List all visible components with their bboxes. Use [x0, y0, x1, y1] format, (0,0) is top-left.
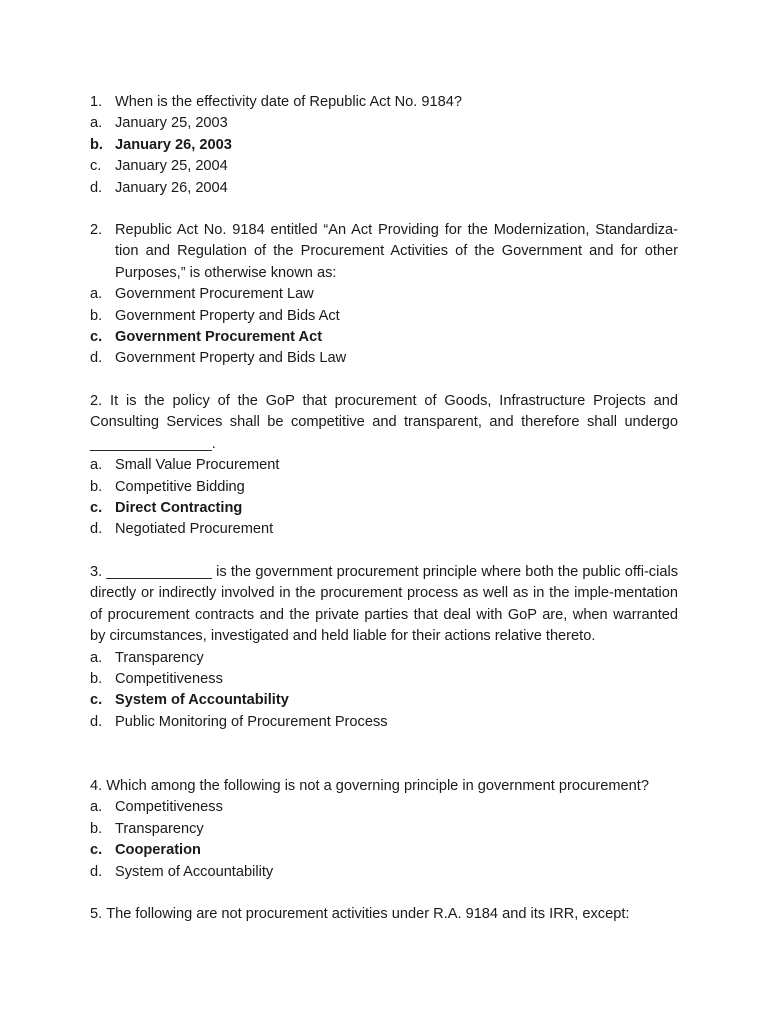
option-c	[90, 156, 678, 177]
question-stem	[90, 391, 678, 455]
option-text: Competitive Bidding	[115, 478, 245, 495]
option-text: Small Value Procurement	[115, 457, 280, 474]
option-text: January 25, 2003	[115, 115, 228, 132]
option-letter: a.	[90, 649, 103, 666]
question-2b	[90, 391, 678, 541]
option-text: Direct Contracting	[115, 500, 243, 517]
option-letter: c.	[90, 329, 103, 346]
option-b-correct-answer	[90, 135, 678, 156]
option-letter: b.	[90, 671, 103, 688]
question-number: 5.	[90, 906, 103, 922]
option-letter: c.	[90, 158, 102, 175]
option-text: Transparency	[115, 820, 204, 837]
option-a	[90, 284, 678, 305]
question-number: 2.	[90, 222, 103, 238]
question-text: When is the effectivity date of Republic Act No. 9184?	[115, 94, 462, 110]
question-5	[90, 904, 678, 925]
question-number: 3.	[90, 564, 103, 580]
option-text: Government Procurement Law	[115, 286, 314, 303]
option-b	[90, 669, 678, 690]
option-d	[90, 519, 678, 540]
option-letter: c.	[90, 692, 103, 709]
question-text: The following are not procurement activities under R.A. 9184 and its IRR, except:	[106, 906, 630, 922]
option-b	[90, 819, 678, 840]
question-3	[90, 562, 678, 733]
option-letter: c.	[90, 500, 103, 517]
option-letter: a.	[90, 286, 103, 303]
option-letter: d.	[90, 863, 103, 880]
question-4	[90, 776, 678, 883]
question-number: 1.	[90, 94, 103, 110]
option-a	[90, 113, 678, 134]
option-text: Government Property and Bids Act	[115, 307, 340, 324]
option-letter: a.	[90, 457, 103, 474]
option-text: Government Property and Bids Law	[115, 350, 347, 367]
option-text: Public Monitoring of Procurement Process	[115, 713, 388, 730]
option-letter: d.	[90, 713, 103, 730]
option-text: Government Procurement Act	[115, 329, 323, 346]
option-text: Cooperation	[115, 842, 201, 859]
question-number: 2.	[90, 393, 103, 409]
option-c-correct-answer	[90, 498, 678, 519]
option-text: January 25, 2004	[115, 158, 228, 175]
question-1	[90, 92, 678, 199]
option-text: Competitiveness	[115, 799, 223, 816]
question-text: Republic Act No. 9184 entitled “An Act Providing for the Modernization, Standardiza-tion and Regulation of the Procurement Activities of the Government and for other Purposes,” is otherwise known as:	[115, 222, 678, 281]
option-letter: d.	[90, 521, 103, 538]
option-b	[90, 477, 678, 498]
option-d	[90, 178, 678, 199]
option-d	[90, 712, 678, 733]
option-letter: b.	[90, 136, 103, 153]
option-letter: a.	[90, 799, 103, 816]
option-letter: b.	[90, 478, 103, 495]
option-c-correct-answer	[90, 840, 678, 861]
option-d	[90, 862, 678, 883]
option-letter: c.	[90, 842, 103, 859]
option-a	[90, 648, 678, 669]
question-stem	[90, 220, 678, 284]
option-c-correct-answer	[90, 327, 678, 348]
option-text: January 26, 2003	[115, 136, 232, 153]
question-text: It is the policy of the GoP that procurement of Goods, Infrastructure Projects and Consulting Services shall be competitive and transparent, and therefore shall undergo _______________.	[90, 393, 678, 452]
option-text: Negotiated Procurement	[115, 521, 274, 538]
option-letter: a.	[90, 115, 103, 132]
option-a	[90, 797, 678, 818]
option-text: System of Accountability	[115, 692, 289, 709]
option-c-correct-answer	[90, 690, 678, 711]
option-d	[90, 348, 678, 369]
question-stem	[90, 904, 678, 925]
option-letter: b.	[90, 307, 103, 324]
question-number: 4.	[90, 778, 103, 794]
question-text: Which among the following is not a governing principle in government procurement?	[106, 778, 649, 794]
option-text: System of Accountability	[115, 863, 274, 880]
question-text: _____________ is the government procurement principle where both the public offi-cials directly or indirectly involved in the procurement process as well as in the imple-mentation of procurement contracts and the private parties that deal with GoP are, when warranted by circumstances, investigated and held liable for their actions relative thereto.	[90, 564, 678, 645]
question-stem	[90, 562, 678, 648]
option-b	[90, 306, 678, 327]
question-stem	[90, 776, 678, 797]
option-text: Competitiveness	[115, 671, 223, 688]
option-letter: b.	[90, 820, 103, 837]
option-a	[90, 455, 678, 476]
option-letter: d.	[90, 350, 103, 367]
question-stem	[90, 92, 678, 113]
option-text: January 26, 2004	[115, 179, 228, 196]
option-letter: d.	[90, 179, 103, 196]
question-2	[90, 220, 678, 370]
option-text: Transparency	[115, 649, 204, 666]
